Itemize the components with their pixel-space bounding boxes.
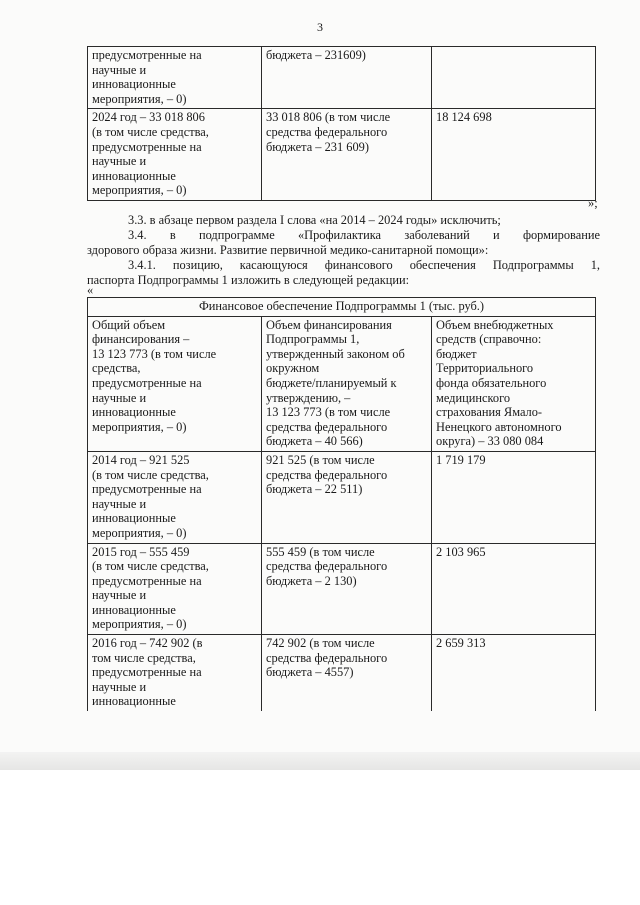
table-cell: 1 719 179 xyxy=(432,451,596,543)
table-cell: 742 902 (в том числе средства федерального бюджета – 4557) xyxy=(262,635,432,711)
table-row xyxy=(88,316,596,451)
table-cell: Общий объем финансирования – 13 123 773 (в том числе средства, предусмотренные на научные и инновационные мероприятия, – 0) xyxy=(88,316,262,451)
page-number: 3 xyxy=(317,20,323,34)
financing-table-continued xyxy=(87,46,596,201)
paragraph-line: 3.4. в подпрограмме «Профилактика заболеваний и формирование xyxy=(128,228,600,242)
table-cell: 2 103 965 xyxy=(432,543,596,635)
table-cell: 18 124 698 xyxy=(432,109,596,201)
paragraph-3-4-1 xyxy=(87,258,600,288)
table-header-row xyxy=(88,298,596,317)
opening-quote: « xyxy=(87,283,94,297)
table-cell: 2 659 313 xyxy=(432,635,596,711)
paragraph-3-3: 3.3. в абзаце первом раздела I слова «на 2014 – 2024 годы» исключить; xyxy=(128,213,501,227)
paragraph-line: 3.4.1. позицию, касающуюся финансового обеспечения Подпрограммы 1, xyxy=(128,258,600,272)
table-cell: Объем внебюджетных средств (справочно: бюджет Территориального фонда обязательного медицинского страхования Ямало- Ненецкого автономного округа) – 33 080 084 xyxy=(432,316,596,451)
table-header: Финансовое обеспечение Подпрограммы 1 (тыс. руб.) xyxy=(88,298,596,317)
table-cell: бюджета – 231609) xyxy=(262,47,432,109)
table-cell: Объем финансирования Подпрограммы 1, утвержденный законом об окружном бюджете/планируемый к утверждению, – 13 123 773 (в том числе средства федерального бюджета – 40 566) xyxy=(262,316,432,451)
financing-table-subprogram-1 xyxy=(87,297,596,711)
table-row xyxy=(88,451,596,543)
table-cell: 2024 год – 33 018 806 (в том числе средства, предусмотренные на научные и инновационные мероприятия, – 0) xyxy=(88,109,262,201)
table-cell: 2016 год – 742 902 (в том числе средства, предусмотренные на научные и инновационные xyxy=(88,635,262,711)
table-row xyxy=(88,47,596,109)
table-row xyxy=(88,543,596,635)
table-cell: 33 018 806 (в том числе средства федерального бюджета – 231 609) xyxy=(262,109,432,201)
table-cell: 555 459 (в том числе средства федерального бюджета – 2 130) xyxy=(262,543,432,635)
paragraph-line: здорового образа жизни. Развитие первичной медико-санитарной помощи»: xyxy=(87,242,489,257)
table-row xyxy=(88,109,596,201)
table-cell: 2015 год – 555 459 (в том числе средства, предусмотренные на научные и инновационные мероприятия, – 0) xyxy=(88,543,262,635)
paragraph-3-4 xyxy=(87,228,600,258)
table-cell: 921 525 (в том числе средства федерального бюджета – 22 511) xyxy=(262,451,432,543)
table-cell: предусмотренные на научные и инновационные мероприятия, – 0) xyxy=(88,47,262,109)
table-cell xyxy=(432,47,596,109)
table-row xyxy=(88,635,596,711)
table-cell: 2014 год – 921 525 (в том числе средства, предусмотренные на научные и инновационные мероприятия, – 0) xyxy=(88,451,262,543)
paragraph-line: паспорта Подпрограммы 1 изложить в следующей редакции: xyxy=(87,272,410,287)
page-edge xyxy=(0,752,640,770)
closing-quote: »; xyxy=(588,196,598,210)
